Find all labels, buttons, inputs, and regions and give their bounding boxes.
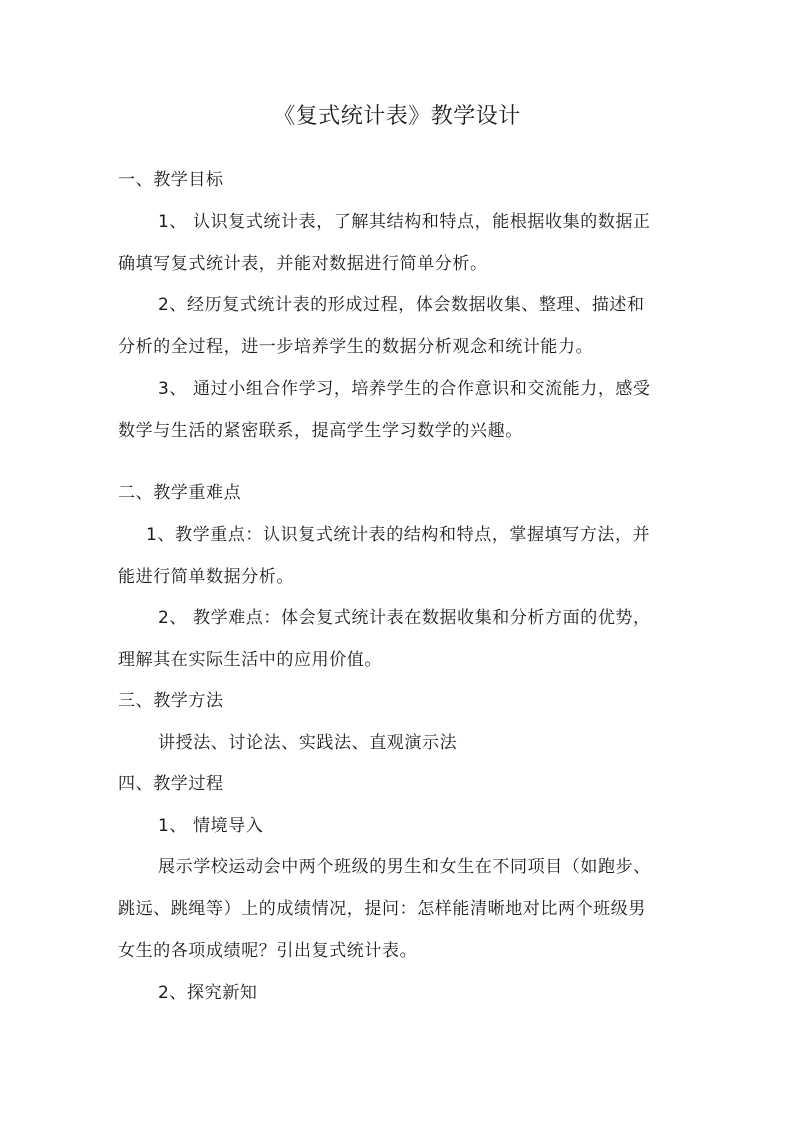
subsection-heading: 2、探究新知 xyxy=(158,983,258,1003)
document-title: 《复式统计表》教学设计 xyxy=(273,104,521,129)
paragraph-line: 2、 教学难点：体会复式统计表在数据收集和分析方面的优势， xyxy=(158,608,651,628)
paragraph-line: 女生的各项成绩呢？引出复式统计表。 xyxy=(118,941,418,961)
section-heading-key-points: 二、教学重难点 xyxy=(118,483,242,503)
paragraph-line: 理解其在实际生活中的应用价值。 xyxy=(118,650,382,670)
paragraph-line: 1、 认识复式统计表，了解其结构和特点，能根据收集的数据正 xyxy=(158,212,651,232)
paragraph-line: 讲授法、讨论法、实践法、直观演示法 xyxy=(158,733,458,753)
paragraph-line: 能进行简单数据分析。 xyxy=(118,567,294,587)
paragraph-line: 展示学校运动会中两个班级的男生和女生在不同项目（如跑步、 xyxy=(158,857,651,877)
section-heading-goals: 一、教学目标 xyxy=(118,170,224,190)
paragraph-line: 数学与生活的紧密联系，提高学生学习数学的兴趣。 xyxy=(118,421,523,441)
paragraph-line: 3、 通过小组合作学习，培养学生的合作意识和交流能力，感受 xyxy=(158,379,651,399)
paragraph-line: 2、经历复式统计表的形成过程，体会数据收集、整理、描述和 xyxy=(158,295,645,315)
subsection-heading: 1、 情境导入 xyxy=(158,816,264,836)
section-heading-process: 四、教学过程 xyxy=(118,774,224,794)
paragraph-line: 确填写复式统计表，并能对数据进行简单分析。 xyxy=(118,254,488,274)
paragraph-line: 1、教学重点：认识复式统计表的结构和特点，掌握填写方法，并 xyxy=(146,525,651,545)
paragraph-line: 跳远、跳绳等）上的成绩情况，提问：怎样能清晰地对比两个班级男 xyxy=(118,899,646,919)
paragraph-line: 分析的全过程，进一步培养学生的数据分析观念和统计能力。 xyxy=(118,337,594,357)
section-heading-methods: 三、教学方法 xyxy=(118,691,224,711)
